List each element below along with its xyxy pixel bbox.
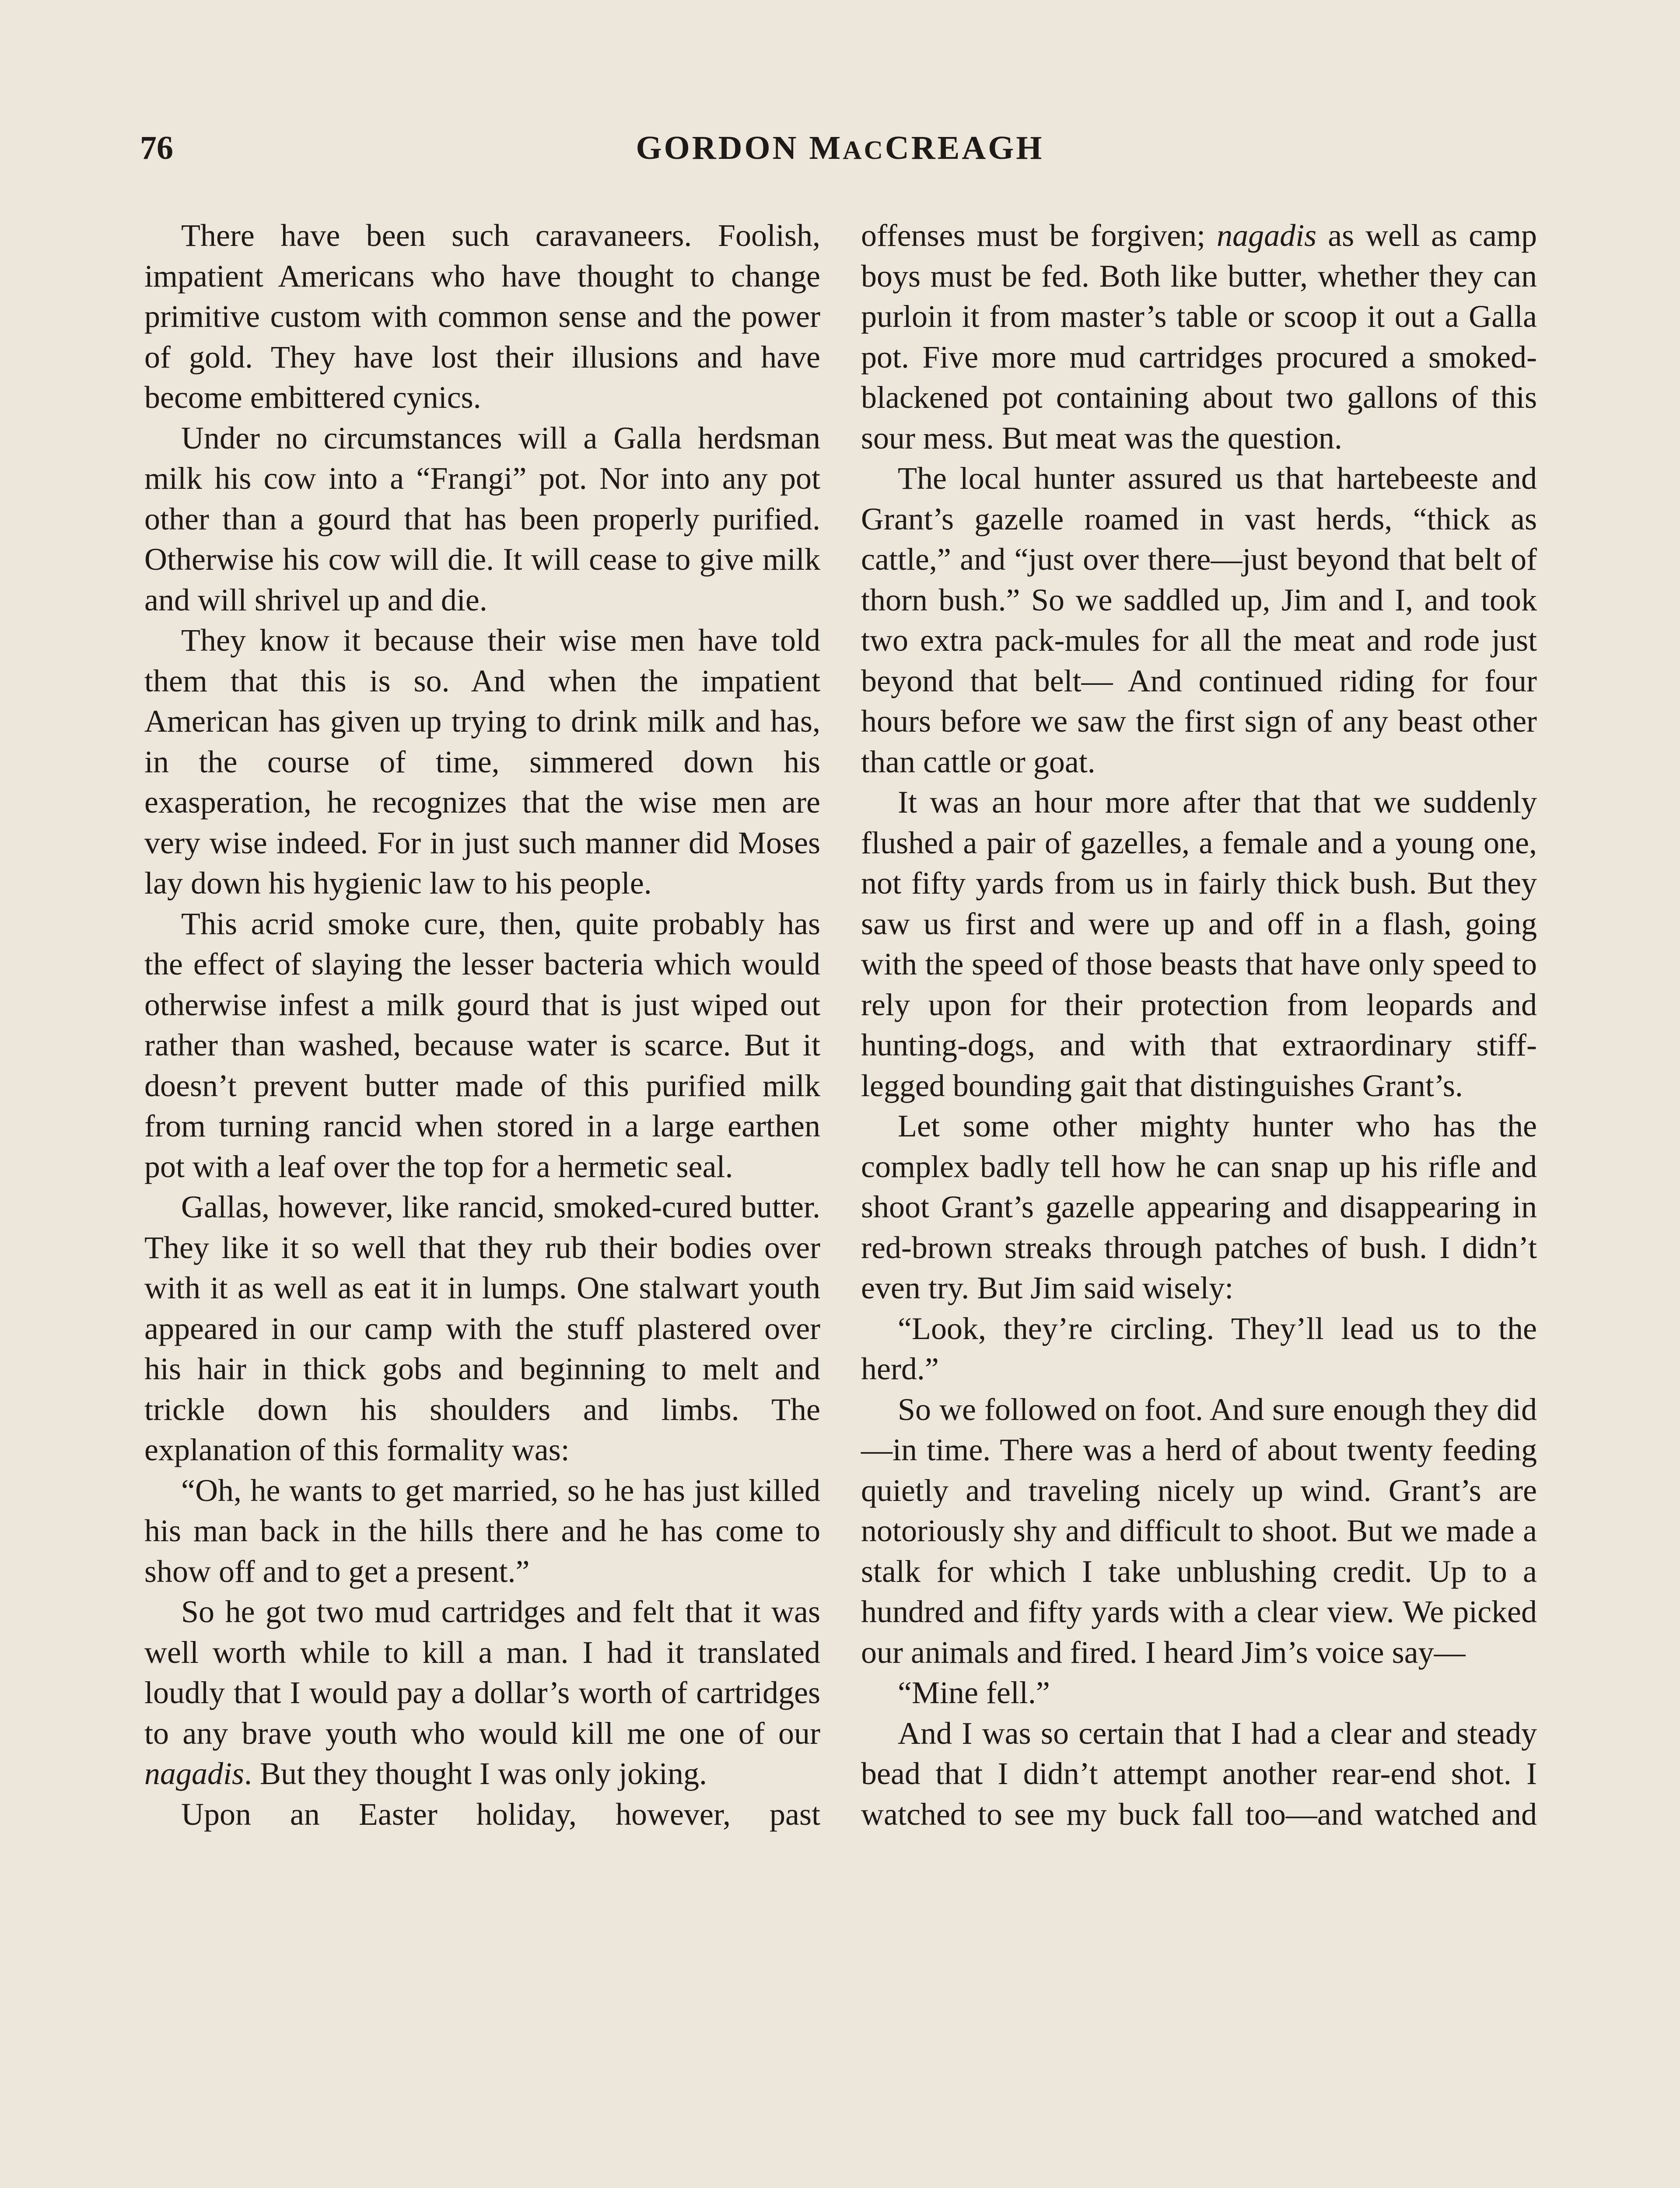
paragraph: Under no circumstances will a Galla herdsman milk his cow into a “Frangi” pot. Nor into any pot other than a gourd that has been properly purified. Otherwise his cow will die. It will cease to give milk and will shrivel up and die.	[144, 420, 820, 617]
author-main: GORDON M	[636, 130, 843, 166]
text-run: offenses must be forgiven;	[861, 218, 1217, 253]
paragraph: And I was so certain that I had a clear and steady bead that I didn’t attempt another rear-end shot. I watched to see my buck fall too—and watched and	[861, 1715, 1537, 1832]
page-number: 76	[140, 130, 173, 166]
paragraph: They know it because their wise men have told them that this is so. And when the impatient American has given up trying to drink milk and has, in the course of time, simmered down his exasperation, he recognizes that the wise men are very wise indeed. For in just such manner did Moses lay down his hygienic law to his people.	[144, 623, 820, 901]
paragraph	[861, 215, 1537, 458]
italic-term: nagadis	[1217, 218, 1317, 253]
paragraph: This acrid smoke cure, then, quite probably has the effect of slaying the lesser bacteria which would otherwise infest a milk gourd that is just wiped out rather than washed, because water is scarce. But it doesn’t prevent butter made of this purified milk from turning rancid when stored in a large earthen pot with a leaf over the top for a hermetic seal.	[144, 906, 820, 1184]
paragraph: “Mine fell.”	[898, 1675, 1050, 1710]
paragraph: The local hunter assured us that hartebeeste and Grant’s gazelle roamed in vast herds, “thick as cattle,” and “just over there—just beyond that belt of thorn bush.” So we saddled up, Jim and I, and took two extra pack-mules for all the meat and rode just beyond that belt— And continued riding for four hours before we saw the first sign of any beast other than cattle or goat.	[861, 461, 1537, 779]
left-column	[144, 215, 820, 1834]
paragraph: “Oh, he wants to get married, so he has just killed his man back in the hills there and he has come to show off and to get a present.”	[144, 1473, 820, 1589]
paragraph: “Look, they’re circling. They’ll lead us to the herd.”	[861, 1311, 1537, 1386]
italic-term: nagadis	[144, 1756, 245, 1791]
text-run: So he got two mud cartridges and felt that it was well worth while to kill a man. I had it translated loudly that I would pay a dollar’s worth of cartridges to any brave youth who would kill me one of our	[144, 1594, 820, 1751]
text-run: as well as camp boys must be fed. Both like butter, whether they can purloin it from master’s table or scoop it out a Galla pot. Five more mud cartridges procured a smoked-blackened pot containing about two gallons of this sour mess. But meat was the question.	[861, 218, 1537, 456]
paragraph: So we followed on foot. And sure enough they did—in time. There was a herd of about twenty feeding quietly and traveling nicely up wind. Grant’s are notoriously shy and difficult to shoot. But we made a stalk for which I take unblushing credit. Up to a hundred and fifty yards with a clear view. We picked our animals and fired. I heard Jim’s voice say—	[861, 1392, 1537, 1670]
right-column	[861, 215, 1537, 1834]
page-header	[140, 129, 1540, 182]
text-run: . But they thought I was only joking.	[244, 1756, 707, 1791]
author-tail: CREAGH	[885, 130, 1044, 166]
running-head-author	[140, 129, 1540, 167]
paragraph: Upon an Easter holiday, however, past	[181, 1796, 820, 1832]
paragraph: Gallas, however, like rancid, smoked-cured butter. They like it so well that they rub their bodies over with it as well as eat it in lumps. One stalwart youth appeared in our camp with the stuff plastered over his hair in thick gobs and beginning to melt and trickle down his shoulders and limbs. The explanation of this formality was:	[144, 1189, 820, 1467]
author-small-caps: AC	[843, 136, 885, 165]
paragraph: It was an hour more after that that we suddenly flushed a pair of gazelles, a female and a young one, not fifty yards from us in fairly thick bush. But they saw us first and were up and off in a flash, going with the speed of those beasts that have only speed to rely upon for their protection from leopards and hunting-dogs, and with that extraordinary stiff-legged bounding gait that distinguishes Grant’s.	[861, 785, 1537, 1103]
paragraph: Let some other mighty hunter who has the complex badly tell how he can snap up his rifle and shoot Grant’s gazelle appearing and disappearing in red-brown streaks through patches of bush. I didn’t even try. But Jim said wisely:	[861, 1108, 1537, 1305]
paragraph: There have been such caravaneers. Foolish, impatient Americans who have thought to change primitive custom with common sense and the power of gold. They have lost their illusions and have become embittered cynics.	[144, 218, 820, 415]
paragraph	[144, 1592, 820, 1794]
